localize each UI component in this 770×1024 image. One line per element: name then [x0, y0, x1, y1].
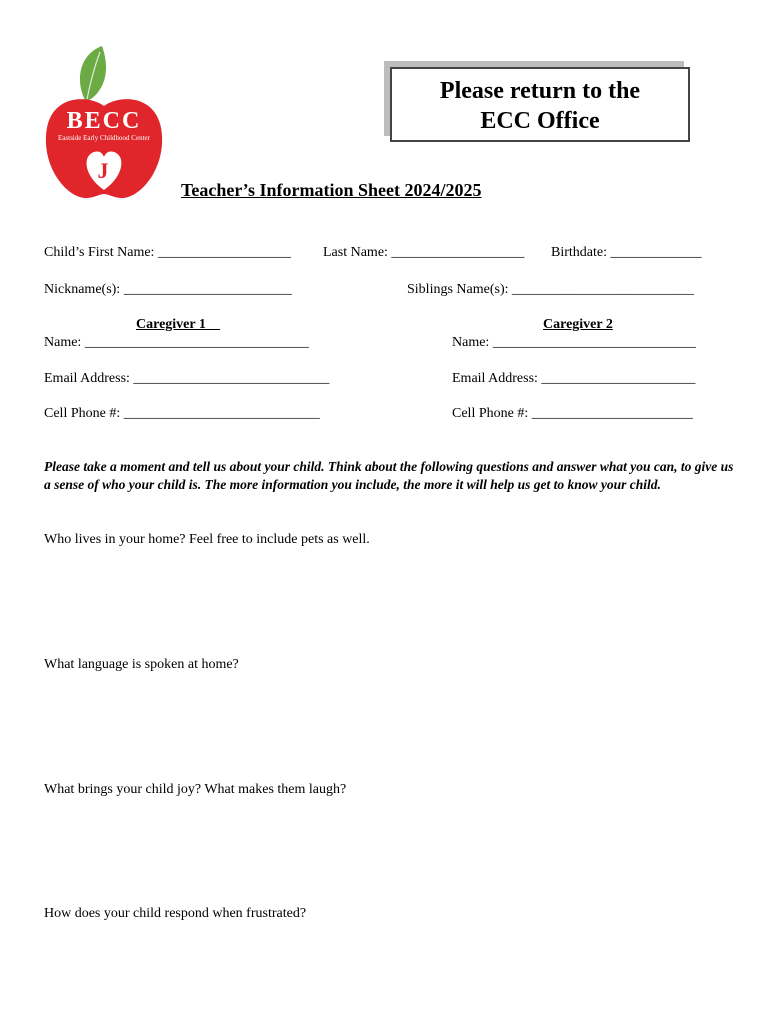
nickname-field[interactable]: Nickname(s): ________________________: [44, 282, 292, 297]
question-frustration: How does your child respond when frustrated?: [44, 906, 307, 921]
return-notice-line1: Please return to the: [439, 78, 641, 104]
sheet-title: Teacher’s Information Sheet 2024/2025: [181, 180, 482, 200]
caregiver1-heading: Caregiver 1__: [136, 317, 220, 332]
logo-mark: J: [97, 158, 109, 183]
caregiver2-cell-field[interactable]: Cell Phone #: _______________________: [452, 406, 693, 421]
question-household: Who lives in your home? Feel free to include pets as well.: [44, 532, 370, 547]
return-notice-box: [390, 67, 690, 142]
logo-tagline: Eastside Early Childhood Center: [58, 134, 150, 142]
child-last-name-field[interactable]: Last Name: ___________________: [323, 245, 525, 260]
caregiver1-cell-field[interactable]: Cell Phone #: ____________________________: [44, 406, 320, 421]
return-notice-line2: ECC Office: [480, 108, 600, 134]
caregiver2-heading: Caregiver 2: [543, 317, 613, 332]
caregiver2-name-field[interactable]: Name: _____________________________: [452, 335, 696, 350]
child-first-name-field[interactable]: Child’s First Name: ___________________: [44, 245, 291, 260]
siblings-field[interactable]: Siblings Name(s): __________________________: [407, 282, 694, 297]
logo-letters: BECC: [66, 108, 142, 134]
caregiver1-name-field[interactable]: Name: ________________________________: [44, 335, 309, 350]
question-joy: What brings your child joy? What makes them laugh?: [44, 782, 347, 797]
becc-apple-logo: [40, 44, 168, 202]
question-language: What language is spoken at home?: [44, 657, 239, 672]
birthdate-field[interactable]: Birthdate: _____________: [551, 245, 702, 260]
caregiver2-email-field[interactable]: Email Address: ______________________: [452, 371, 696, 386]
caregiver1-email-field[interactable]: Email Address: ____________________________: [44, 371, 330, 386]
intro-paragraph: Please take a moment and tell us about your child. Think about the following questions and answer what you can, to give us a sense of who your child is. The more information you include, the more it will help us get to know your child.: [44, 459, 734, 492]
